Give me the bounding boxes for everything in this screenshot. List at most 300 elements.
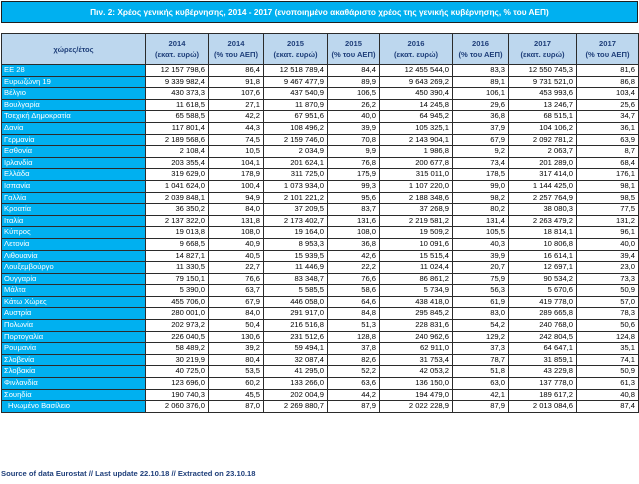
value-cell: 99,3 — [328, 180, 380, 192]
value-cell: 2 022 228,9 — [380, 401, 453, 413]
value-cell: 128,8 — [328, 331, 380, 343]
value-cell: 73,3 — [577, 273, 639, 285]
value-cell: 200 677,8 — [380, 157, 453, 169]
value-cell: 107,6 — [209, 88, 264, 100]
value-cell: 2 063,7 — [509, 146, 577, 158]
value-cell: 9 339 982,4 — [146, 76, 209, 88]
table-body — [2, 65, 639, 413]
value-cell: 438 418,0 — [380, 296, 453, 308]
value-cell: 15 939,5 — [264, 250, 328, 262]
value-cell: 14 827,1 — [146, 250, 209, 262]
header-unit: (% του ΑΕΠ) — [213, 50, 259, 59]
value-cell: 9,9 — [328, 146, 380, 158]
value-cell: 2 269 880,7 — [264, 401, 328, 413]
value-cell: 11 870,9 — [264, 99, 328, 111]
value-cell: 62 911,0 — [380, 343, 453, 355]
value-cell: 280 001,0 — [146, 308, 209, 320]
value-cell: 38 080,3 — [509, 204, 577, 216]
header-col — [509, 34, 577, 65]
value-cell: 68,4 — [577, 157, 639, 169]
source-note: Source of data Eurostat // Last update 22.10.18 // Extracted on 23.10.18 — [1, 469, 256, 478]
header-unit: (εκατ. ευρώ) — [154, 50, 200, 59]
value-cell: 80,2 — [453, 204, 509, 216]
value-cell: 50,9 — [577, 366, 639, 378]
value-cell: 317 414,0 — [509, 169, 577, 181]
value-cell: 5 670,6 — [509, 285, 577, 297]
value-cell: 45,5 — [209, 389, 264, 401]
table-row — [2, 401, 639, 413]
table-row — [2, 76, 639, 88]
value-cell: 64 945,2 — [380, 111, 453, 123]
table-row — [2, 146, 639, 158]
value-cell: 9 467 477,9 — [264, 76, 328, 88]
value-cell: 117 801,4 — [146, 122, 209, 134]
value-cell: 30 219,9 — [146, 354, 209, 366]
table-row — [2, 331, 639, 343]
value-cell: 80,4 — [209, 354, 264, 366]
table-row — [2, 180, 639, 192]
value-cell: 40,8 — [577, 389, 639, 401]
value-cell: 104,1 — [209, 157, 264, 169]
value-cell: 9 643 269,2 — [380, 76, 453, 88]
country-cell: ΕΕ 28 — [2, 65, 146, 77]
value-cell: 40,5 — [209, 250, 264, 262]
value-cell: 189 617,2 — [509, 389, 577, 401]
value-cell: 37 209,5 — [264, 204, 328, 216]
value-cell: 63,6 — [328, 378, 380, 390]
value-cell: 311 725,0 — [264, 169, 328, 181]
value-cell: 2 173 402,7 — [264, 215, 328, 227]
country-cell: Ουγγαρία — [2, 273, 146, 285]
value-cell: 203 355,4 — [146, 157, 209, 169]
value-cell: 8 953,3 — [264, 238, 328, 250]
value-cell: 31 859,1 — [509, 354, 577, 366]
header-col — [453, 34, 509, 65]
country-cell: Αυστρία — [2, 308, 146, 320]
value-cell: 10,5 — [209, 146, 264, 158]
country-cell: Σουηδία — [2, 389, 146, 401]
value-cell: 39,2 — [209, 343, 264, 355]
value-cell: 12 697,1 — [509, 262, 577, 274]
value-cell: 124,8 — [577, 331, 639, 343]
value-cell: 90 534,2 — [509, 273, 577, 285]
value-cell: 70,8 — [328, 134, 380, 146]
header-unit: (εκατ. ευρώ) — [273, 50, 318, 59]
value-cell: 450 390,4 — [380, 88, 453, 100]
value-cell: 295 845,2 — [380, 308, 453, 320]
value-cell: 84,4 — [328, 65, 380, 77]
header-unit: (εκατ. ευρώ) — [393, 50, 439, 59]
value-cell: 43 229,8 — [509, 366, 577, 378]
value-cell: 39,9 — [328, 122, 380, 134]
value-cell: 35,1 — [577, 343, 639, 355]
value-cell: 178,9 — [209, 169, 264, 181]
value-cell: 36,8 — [328, 238, 380, 250]
value-cell: 87,4 — [577, 401, 639, 413]
value-cell: 319 629,0 — [146, 169, 209, 181]
value-cell: 40,0 — [577, 238, 639, 250]
value-cell: 74,1 — [577, 354, 639, 366]
value-cell: 81,6 — [577, 65, 639, 77]
value-cell: 67 951,6 — [264, 111, 328, 123]
value-cell: 2 188 348,6 — [380, 192, 453, 204]
value-cell: 37,8 — [328, 343, 380, 355]
table-row — [2, 192, 639, 204]
country-cell: Ηνωμένο Βασίλειο — [2, 401, 146, 413]
value-cell: 76,6 — [328, 273, 380, 285]
value-cell: 226 040,5 — [146, 331, 209, 343]
value-cell: 25,6 — [577, 99, 639, 111]
table-row — [2, 308, 639, 320]
value-cell: 201 289,0 — [509, 157, 577, 169]
value-cell: 89,1 — [453, 76, 509, 88]
value-cell: 202 004,9 — [264, 389, 328, 401]
value-cell: 64 647,1 — [509, 343, 577, 355]
header-year: 2015 — [287, 39, 304, 48]
value-cell: 2 159 746,0 — [264, 134, 328, 146]
value-cell: 51,3 — [328, 320, 380, 332]
value-cell: 2 108,4 — [146, 146, 209, 158]
value-cell: 87,9 — [328, 401, 380, 413]
value-cell: 76,6 — [209, 273, 264, 285]
value-cell: 36 350,2 — [146, 204, 209, 216]
header-year: 2014 — [227, 39, 245, 48]
table-title: Πιν. 2: Χρέος γενικής κυβέρνησης, 2014 - 2017 (ενοποιημένο ακαθάριστο χρέος της γενικής κυβέρνησης, % του ΑΕΠ) — [1, 1, 638, 23]
value-cell: 178,5 — [453, 169, 509, 181]
value-cell: 11 446,9 — [264, 262, 328, 274]
value-cell: 84,0 — [209, 204, 264, 216]
value-cell: 51,8 — [453, 366, 509, 378]
value-cell: 40,9 — [209, 238, 264, 250]
value-cell: 40,0 — [328, 111, 380, 123]
table-row — [2, 378, 639, 390]
value-cell: 10 806,8 — [509, 238, 577, 250]
country-cell: Σλοβενία — [2, 354, 146, 366]
value-cell: 22,2 — [328, 262, 380, 274]
value-cell: 58 489,2 — [146, 343, 209, 355]
value-cell: 39,9 — [453, 250, 509, 262]
value-cell: 455 706,0 — [146, 296, 209, 308]
value-cell: 82,6 — [328, 354, 380, 366]
header-col — [209, 34, 264, 65]
header-col — [577, 34, 639, 65]
country-cell: Ιρλανδία — [2, 157, 146, 169]
value-cell: 5 390,0 — [146, 285, 209, 297]
value-cell: 201 624,1 — [264, 157, 328, 169]
value-cell: 86,8 — [577, 76, 639, 88]
value-cell: 37,3 — [453, 343, 509, 355]
value-cell: 108,0 — [328, 227, 380, 239]
value-cell: 27,1 — [209, 99, 264, 111]
value-cell: 202 973,2 — [146, 320, 209, 332]
value-cell: 2 137 322,0 — [146, 215, 209, 227]
value-cell: 437 540,9 — [264, 88, 328, 100]
value-cell: 98,5 — [577, 192, 639, 204]
value-cell: 41 295,0 — [264, 366, 328, 378]
value-cell: 42,2 — [209, 111, 264, 123]
header-year: 2016 — [407, 39, 425, 48]
table-row — [2, 285, 639, 297]
value-cell: 1 144 425,0 — [509, 180, 577, 192]
value-cell: 2 219 581,2 — [380, 215, 453, 227]
value-cell: 131,4 — [453, 215, 509, 227]
value-cell: 26,2 — [328, 99, 380, 111]
value-cell: 1 107 220,0 — [380, 180, 453, 192]
country-cell: Σλοβακία — [2, 366, 146, 378]
country-cell: Κροατία — [2, 204, 146, 216]
country-cell: Γαλλία — [2, 192, 146, 204]
value-cell: 87,0 — [209, 401, 264, 413]
value-cell: 108,0 — [209, 227, 264, 239]
value-cell: 104 106,2 — [509, 122, 577, 134]
table-row — [2, 262, 639, 274]
country-cell: Δανία — [2, 122, 146, 134]
header-unit: (% του ΑΕΠ) — [458, 50, 503, 59]
country-cell: Γερμανία — [2, 134, 146, 146]
country-cell: Ευρωζώνη 19 — [2, 76, 146, 88]
value-cell: 131,2 — [577, 215, 639, 227]
value-cell: 131,8 — [209, 215, 264, 227]
value-cell: 2 092 781,2 — [509, 134, 577, 146]
value-cell: 175,9 — [328, 169, 380, 181]
debt-table — [1, 33, 639, 413]
table-row — [2, 343, 639, 355]
header-unit: (εκατ. ευρώ) — [520, 50, 565, 59]
value-cell: 67,9 — [453, 134, 509, 146]
value-cell: 74,5 — [209, 134, 264, 146]
value-cell: 9 668,5 — [146, 238, 209, 250]
value-cell: 11 024,4 — [380, 262, 453, 274]
value-cell: 52,2 — [328, 366, 380, 378]
value-cell: 228 831,6 — [380, 320, 453, 332]
value-cell: 231 512,6 — [264, 331, 328, 343]
value-cell: 15 515,4 — [380, 250, 453, 262]
value-cell: 32 087,4 — [264, 354, 328, 366]
table-row — [2, 65, 639, 77]
value-cell: 12 455 544,0 — [380, 65, 453, 77]
value-cell: 58,6 — [328, 285, 380, 297]
value-cell: 430 373,3 — [146, 88, 209, 100]
country-cell: Ιταλία — [2, 215, 146, 227]
value-cell: 37 268,9 — [380, 204, 453, 216]
table-row — [2, 157, 639, 169]
value-cell: 89,9 — [328, 76, 380, 88]
value-cell: 68 515,1 — [509, 111, 577, 123]
value-cell: 94,9 — [209, 192, 264, 204]
table-row — [2, 366, 639, 378]
value-cell: 11 330,5 — [146, 262, 209, 274]
value-cell: 61,9 — [453, 296, 509, 308]
value-cell: 99,0 — [453, 180, 509, 192]
value-cell: 106,1 — [453, 88, 509, 100]
header-col — [380, 34, 453, 65]
header-col — [328, 34, 380, 65]
table-row — [2, 99, 639, 111]
value-cell: 242 804,5 — [509, 331, 577, 343]
value-cell: 9 731 521,0 — [509, 76, 577, 88]
table-row — [2, 169, 639, 181]
country-cell: Φινλανδία — [2, 378, 146, 390]
value-cell: 98,1 — [577, 180, 639, 192]
value-cell: 50,6 — [577, 320, 639, 332]
value-cell: 95,6 — [328, 192, 380, 204]
value-cell: 105,5 — [453, 227, 509, 239]
value-cell: 289 665,8 — [509, 308, 577, 320]
value-cell: 78,3 — [577, 308, 639, 320]
value-cell: 83 348,7 — [264, 273, 328, 285]
value-cell: 133 266,0 — [264, 378, 328, 390]
value-cell: 5 585,5 — [264, 285, 328, 297]
value-cell: 9,2 — [453, 146, 509, 158]
value-cell: 2 263 479,2 — [509, 215, 577, 227]
country-cell: Μάλτα — [2, 285, 146, 297]
value-cell: 53,5 — [209, 366, 264, 378]
value-cell: 44,3 — [209, 122, 264, 134]
value-cell: 12 157 798,6 — [146, 65, 209, 77]
value-cell: 103,4 — [577, 88, 639, 100]
value-cell: 19 509,2 — [380, 227, 453, 239]
country-cell: Βέλγιο — [2, 88, 146, 100]
header-country: χώρες/έτος — [2, 34, 146, 65]
value-cell: 13 246,7 — [509, 99, 577, 111]
value-cell: 136 150,0 — [380, 378, 453, 390]
value-cell: 63,9 — [577, 134, 639, 146]
value-cell: 57,0 — [577, 296, 639, 308]
value-cell: 190 740,3 — [146, 389, 209, 401]
value-cell: 34,7 — [577, 111, 639, 123]
value-cell: 67,9 — [209, 296, 264, 308]
value-cell: 36,1 — [577, 122, 639, 134]
value-cell: 84,0 — [209, 308, 264, 320]
value-cell: 84,8 — [328, 308, 380, 320]
value-cell: 86,4 — [209, 65, 264, 77]
value-cell: 42 053,2 — [380, 366, 453, 378]
header-unit: (% του ΑΕΠ) — [331, 50, 376, 59]
value-cell: 315 011,0 — [380, 169, 453, 181]
value-cell: 419 778,0 — [509, 296, 577, 308]
value-cell: 176,1 — [577, 169, 639, 181]
value-cell: 40,3 — [453, 238, 509, 250]
value-cell: 216 516,8 — [264, 320, 328, 332]
country-cell: Εσθονία — [2, 146, 146, 158]
header-year: 2014 — [168, 39, 186, 48]
value-cell: 2 060 376,0 — [146, 401, 209, 413]
value-cell: 91,8 — [209, 76, 264, 88]
value-cell: 291 917,0 — [264, 308, 328, 320]
value-cell: 108 496,2 — [264, 122, 328, 134]
value-cell: 106,5 — [328, 88, 380, 100]
country-cell: Ελλάδα — [2, 169, 146, 181]
table-row — [2, 122, 639, 134]
value-cell: 20,7 — [453, 262, 509, 274]
value-cell: 105 325,1 — [380, 122, 453, 134]
value-cell: 59 494,1 — [264, 343, 328, 355]
value-cell: 12 550 745,3 — [509, 65, 577, 77]
value-cell: 8,7 — [577, 146, 639, 158]
value-cell: 137 778,0 — [509, 378, 577, 390]
value-cell: 5 734,9 — [380, 285, 453, 297]
value-cell: 75,9 — [453, 273, 509, 285]
country-cell: Ρουμανία — [2, 343, 146, 355]
value-cell: 73,4 — [453, 157, 509, 169]
value-cell: 40 725,0 — [146, 366, 209, 378]
value-cell: 31 753,4 — [380, 354, 453, 366]
value-cell: 78,7 — [453, 354, 509, 366]
country-cell: Ισπανία — [2, 180, 146, 192]
table-row — [2, 111, 639, 123]
table-row — [2, 227, 639, 239]
country-cell: Πορτογαλία — [2, 331, 146, 343]
value-cell: 2 189 568,6 — [146, 134, 209, 146]
table-row — [2, 389, 639, 401]
value-cell: 64,6 — [328, 296, 380, 308]
value-cell: 19 013,8 — [146, 227, 209, 239]
country-cell: Βουλγαρία — [2, 99, 146, 111]
value-cell: 79 150,1 — [146, 273, 209, 285]
value-cell: 18 814,1 — [509, 227, 577, 239]
value-cell: 123 696,0 — [146, 378, 209, 390]
value-cell: 56,3 — [453, 285, 509, 297]
header-year: 2015 — [345, 39, 362, 48]
value-cell: 16 614,1 — [509, 250, 577, 262]
value-cell: 96,1 — [577, 227, 639, 239]
value-cell: 2 039 848,1 — [146, 192, 209, 204]
value-cell: 1 073 934,0 — [264, 180, 328, 192]
value-cell: 65 588,5 — [146, 111, 209, 123]
value-cell: 2 034,9 — [264, 146, 328, 158]
value-cell: 76,8 — [328, 157, 380, 169]
header-unit: (% του ΑΕΠ) — [585, 50, 630, 59]
table-row — [2, 134, 639, 146]
header-col — [146, 34, 209, 65]
value-cell: 2 101 221,2 — [264, 192, 328, 204]
value-cell: 37,9 — [453, 122, 509, 134]
value-cell: 453 993,6 — [509, 88, 577, 100]
value-cell: 22,7 — [209, 262, 264, 274]
country-cell: Λουξεμβούργο — [2, 262, 146, 274]
table-row — [2, 215, 639, 227]
header-year: 2017 — [534, 39, 551, 48]
value-cell: 86 861,2 — [380, 273, 453, 285]
value-cell: 446 058,0 — [264, 296, 328, 308]
value-cell: 54,2 — [453, 320, 509, 332]
value-cell: 131,6 — [328, 215, 380, 227]
value-cell: 44,2 — [328, 389, 380, 401]
value-cell: 2 013 084,6 — [509, 401, 577, 413]
value-cell: 129,2 — [453, 331, 509, 343]
value-cell: 63,7 — [209, 285, 264, 297]
table-row — [2, 354, 639, 366]
header-year: 2017 — [599, 39, 616, 48]
value-cell: 2 257 764,9 — [509, 192, 577, 204]
value-cell: 1 041 624,0 — [146, 180, 209, 192]
value-cell: 194 479,0 — [380, 389, 453, 401]
value-cell: 10 091,6 — [380, 238, 453, 250]
value-cell: 87,9 — [453, 401, 509, 413]
country-cell: Τσεχική Δημοκρατία — [2, 111, 146, 123]
value-cell: 83,0 — [453, 308, 509, 320]
value-cell: 36,8 — [453, 111, 509, 123]
value-cell: 50,9 — [577, 285, 639, 297]
value-cell: 83,3 — [453, 65, 509, 77]
table-row — [2, 88, 639, 100]
country-cell: Πολωνία — [2, 320, 146, 332]
header-row — [2, 34, 639, 65]
table-row — [2, 296, 639, 308]
header-year: 2016 — [472, 39, 489, 48]
country-cell: Λιθουανία — [2, 250, 146, 262]
country-cell: Κάτω Χώρες — [2, 296, 146, 308]
